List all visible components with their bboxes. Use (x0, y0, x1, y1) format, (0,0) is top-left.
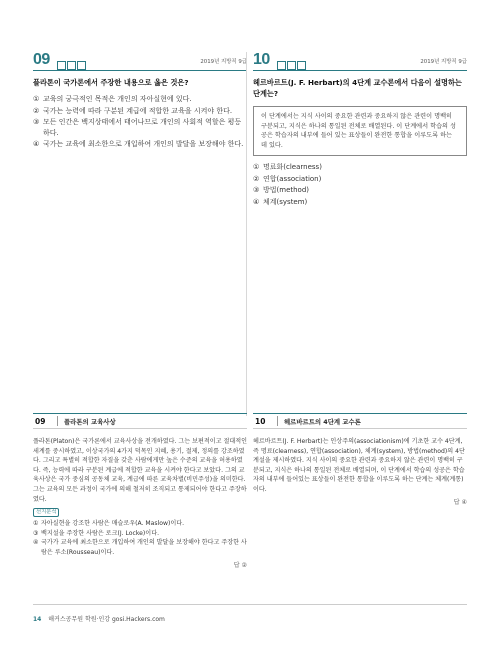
option-item[interactable]: ② 국가는 능력에 따라 구분된 계급에 적합한 교육을 시켜야 한다. (33, 106, 233, 115)
question-number: 10 (253, 51, 270, 68)
footer-text[interactable]: 해커스공무원 학원·인강 gosi.Hackers.com (48, 616, 165, 623)
checkbox-icon[interactable] (287, 61, 296, 70)
question-9 (33, 50, 247, 151)
review-checkboxes[interactable] (277, 55, 307, 74)
option-item[interactable]: ③ 방법(method) (253, 186, 310, 195)
question-10-header (253, 50, 467, 71)
option-item[interactable]: ② 연합(association) (253, 174, 322, 183)
review-checkboxes[interactable] (57, 55, 87, 74)
answer-label: 답 ② (233, 561, 247, 569)
question-9-header (33, 50, 247, 71)
explanation-title: 헤르바르트의 4단계 교수론 (284, 417, 361, 426)
option-item[interactable]: ④ 국가는 교육에 최소한으로 개입하여 개인의 발달을 보장해야 한다. (33, 140, 244, 148)
option-analysis-badge: 선지분석 (33, 508, 59, 517)
explanation-9 (33, 437, 247, 570)
question-text: 플라톤이 국가론에서 주장한 내용으로 옳은 것은? (33, 78, 189, 87)
question-source: 2019년 지방직 9급 (200, 59, 247, 65)
explanation-10 (253, 437, 467, 507)
option-item[interactable]: ① 교육의 궁극적인 목적은 개인의 자아실현에 있다. (33, 95, 192, 103)
analysis-item: ① 자아실현을 강조한 사람은 매슬로우(A. Maslow)이다. (33, 520, 185, 528)
divider (57, 416, 58, 426)
explanation-text: 헤르바르트(J. F. Herbart)는 인상주의(associationism)에 기초한 교수 4단계, 즉 명료(clearness), 연합(association), 체계(system), 방법(method)의 4단계설을 제시하였다. 지식 사이의 중요한 관련과 중요하지 않은 관련이 명백히 구분되고, 지식은 하나의 통일된 전체로 배열되며, 이 단계에서 학습의 성공은 학습자의 내부에 들어있는 표상들이 완전한 통합을 이루도록 하는 단계는 체계(계통)이다. (253, 438, 465, 493)
option-item[interactable]: ③ 모든 인간은 백지상태에서 태어나므로 개인의 사회적 역할은 평등하다. (33, 118, 242, 137)
checkbox-icon[interactable] (57, 61, 66, 70)
option-list (253, 162, 467, 207)
checkbox-icon[interactable] (77, 61, 86, 70)
option-list (33, 94, 247, 150)
checkbox-icon[interactable] (67, 61, 76, 70)
page-footer (33, 614, 165, 623)
explanation-number: 10 (255, 416, 266, 426)
checkbox-icon[interactable] (297, 61, 306, 70)
answer-label: 답 ④ (453, 498, 467, 506)
question-10 (253, 50, 467, 208)
option-analysis-list (33, 519, 247, 557)
divider (277, 416, 278, 426)
question-number: 09 (33, 51, 50, 68)
question-text: 헤르바르트(J. F. Herbart)의 4단계 교수론에서 다음이 설명하는 단계는? (253, 78, 462, 98)
footer-divider (33, 604, 467, 605)
explanation-9-header (33, 413, 247, 429)
explanation-title: 플라톤의 교육사상 (64, 417, 116, 426)
option-item[interactable]: ④ 체계(system) (253, 197, 308, 206)
explanation-10-header (253, 413, 467, 429)
analysis-item: ④ 국가가 교육에 최소한으로 개입하여 개인의 발달을 보장해야 한다고 주장한 사람은 루소(Rousseau)이다. (33, 539, 247, 556)
column-divider (246, 52, 247, 416)
analysis-item: ③ 백지설을 주장한 사람은 로크(J. Locke)이다. (33, 529, 160, 537)
passage-box: 이 단계에서는 지식 사이의 중요한 관련과 중요하지 않은 관련이 명백히 구분되고, 지식은 하나의 통일된 전체로 배열된다. 이 단계에서 학습의 성공은 학습자의 내부에 들어 있는 표상들이 완전한 통합을 이루도록 하는 데 있다. (253, 106, 467, 156)
checkbox-icon[interactable] (277, 61, 286, 70)
question-source: 2019년 지방직 9급 (420, 59, 467, 65)
explanation-number: 09 (35, 416, 46, 426)
option-item[interactable]: ① 명료화(clearness) (253, 163, 322, 172)
page-number: 14 (33, 616, 42, 623)
explanation-text: 플라톤(Platon)은 국가론에서 교육사상을 전개하였다. 그는 보편적이고 절대적인 세계를 중시하였고, 이상국가의 4가지 덕목인 지혜, 용기, 절제, 정의를 강조하였다. 그리고 특별히 적합한 자질을 갖춘 사람에게만 높은 수준의 교육을 허용하였다. 즉, 능력에 따라 구분된 계급에 적합한 교육을 시켜야 한다고 보았다. 그의 교육사상은 국가 중심의 공동체 교육, 계급에 따른 교육차별(비민주성)을 의미한다. 그는 교육의 모든 과정이 국가에 의해 철저히 조직되고 통제되어야 한다고 주장하였다. (33, 438, 247, 503)
